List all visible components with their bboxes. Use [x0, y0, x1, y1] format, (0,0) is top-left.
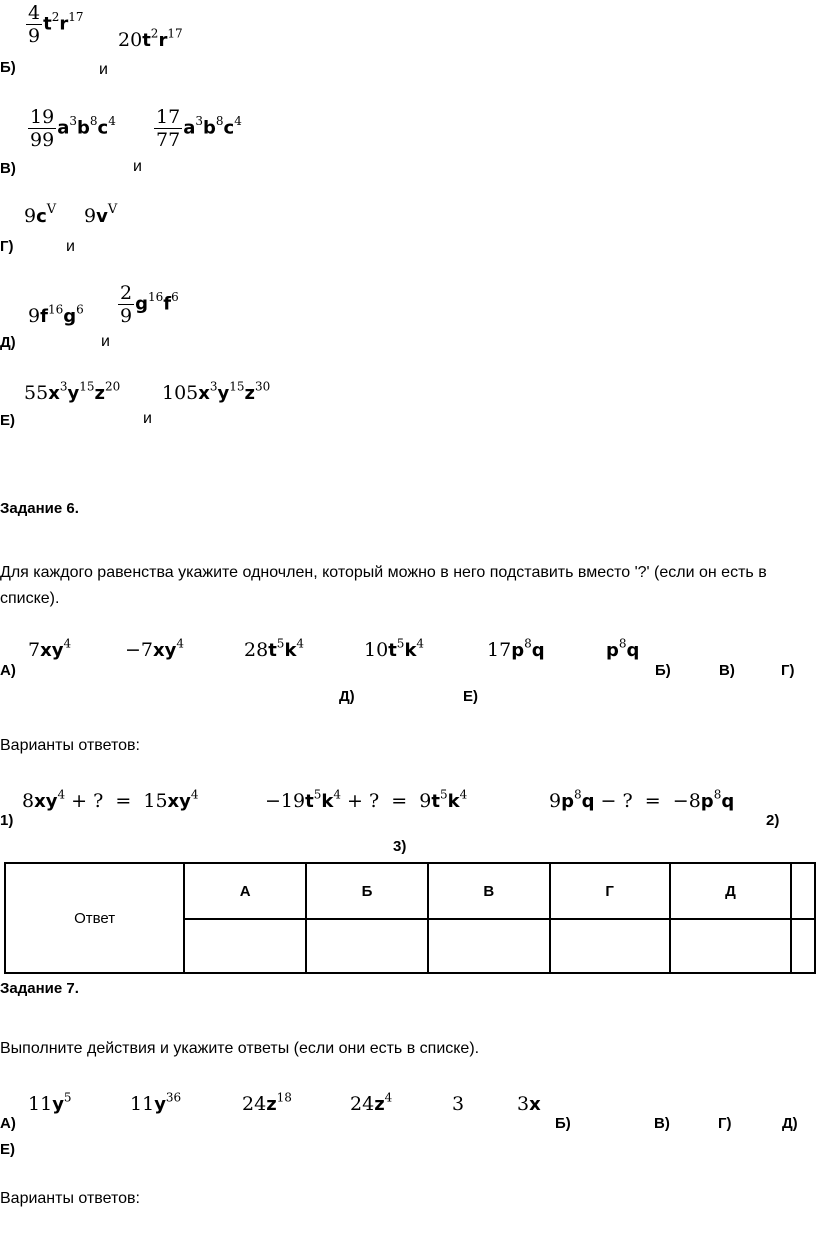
- t6-mono-b: $-7xy^4$: [125, 636, 185, 661]
- t6-label-v: В): [719, 662, 735, 679]
- expr-e-1: $55x^3y^{15}z^{20}$: [24, 379, 121, 404]
- t7-label-a: А): [0, 1115, 16, 1132]
- t7-mono-a: $11y^5$: [28, 1090, 72, 1115]
- and-word: и: [66, 238, 75, 255]
- answer-cell-e[interactable]: [791, 919, 815, 973]
- t7-label-e: Е): [0, 1141, 15, 1158]
- answer-col-e: [791, 863, 815, 919]
- item-label-g: Г): [0, 238, 14, 255]
- t6-equation-1: $8xy^4$ + ? = $15xy^4$: [22, 787, 199, 812]
- task6-title: Задание 6.: [0, 500, 79, 517]
- t7-label-g: Г): [718, 1115, 732, 1132]
- answer-row-label: Ответ: [5, 863, 184, 973]
- expr-e-2: $105x^3y^{15}z^{30}$: [162, 379, 271, 404]
- answer-col-d: Д: [670, 863, 792, 919]
- item-label-b: Б): [0, 59, 16, 76]
- answer-col-g: Г: [550, 863, 670, 919]
- answer-col-b: Б: [306, 863, 428, 919]
- expr-g-1: $9c^V$: [24, 201, 57, 227]
- t6-eq-label-1: 1): [0, 812, 14, 829]
- expr-d-1: $9f^{16}g^6$: [28, 302, 84, 327]
- t6-eq-label-2: 2): [766, 812, 780, 829]
- t7-mono-v: $24z^{18}$: [242, 1090, 292, 1115]
- expr-v-1: $\frac{19}{99}$ $a^3b^8c^4$: [30, 106, 116, 151]
- t6-mono-a: $7xy^4$: [28, 636, 72, 661]
- t6-mono-d: $17p^8q$: [487, 636, 545, 661]
- t6-label-a: А): [0, 662, 16, 679]
- item-label-d: Д): [0, 334, 16, 351]
- and-word: и: [99, 61, 108, 78]
- task7-text: Выполните действия и укажите ответы (если они есть в списке).: [0, 1040, 480, 1057]
- t6-mono-e: $p^8q$: [606, 636, 640, 661]
- t7-label-v: В): [654, 1115, 670, 1132]
- t6-label-b: Б): [655, 662, 671, 679]
- and-word: и: [133, 158, 142, 175]
- t6-label-e: Е): [463, 688, 478, 705]
- item-label-e: Е): [0, 412, 15, 429]
- answer-cell-v[interactable]: [428, 919, 550, 973]
- answer-cell-g[interactable]: [550, 919, 670, 973]
- answer-cell-a[interactable]: [184, 919, 306, 973]
- expr-b-1: $\frac{4}{9}$ $t^2r^{17}$: [28, 2, 84, 47]
- answer-col-a: А: [184, 863, 306, 919]
- t6-equation-3: $9p^8q$ − ? = $-8p^8q$: [549, 787, 735, 812]
- item-label-v: В): [0, 160, 16, 177]
- task6-text: Для каждого равенства укажите одночлен, который можно в него подставить вместо '?' (если он есть в списке).: [0, 564, 767, 607]
- t6-mono-v: $28t^5k^4$: [244, 636, 305, 661]
- answer-table: [4, 862, 816, 974]
- expr-g-2: $9v^V$: [84, 201, 118, 227]
- expr-d-2: $\frac{2}{9}$ $g^{16}f^6$: [120, 282, 179, 327]
- and-word: и: [101, 333, 110, 350]
- expr-b-2: $20t^2r^{17}$: [118, 26, 183, 51]
- and-word: и: [143, 410, 152, 427]
- expr-v-2: $\frac{17}{77}$ $a^3b^8c^4$: [156, 106, 242, 151]
- t7-mono-b: $11y^{36}$: [130, 1090, 182, 1115]
- answer-cell-d[interactable]: [670, 919, 792, 973]
- t6-mono-g: $10t^5k^4$: [364, 636, 425, 661]
- answer-cell-b[interactable]: [306, 919, 428, 973]
- t7-label-d: Д): [782, 1115, 798, 1132]
- t7-mono-d: 3: [452, 1093, 465, 1115]
- t7-variants-title: Варианты ответов:: [0, 1190, 140, 1207]
- t6-label-d: Д): [339, 688, 355, 705]
- t7-mono-g: $24z^4$: [350, 1090, 393, 1115]
- t6-eq-label-3: 3): [393, 838, 407, 855]
- t6-equation-2: $-19t^5k^4$ + ? = $9t^5k^4$: [265, 787, 468, 812]
- t7-mono-e: 3x: [517, 1093, 541, 1115]
- t6-variants-title: Варианты ответов:: [0, 737, 140, 754]
- t6-label-g: Г): [781, 662, 795, 679]
- task7-title: Задание 7.: [0, 980, 79, 997]
- answer-col-v: В: [428, 863, 550, 919]
- t7-label-b: Б): [555, 1115, 571, 1132]
